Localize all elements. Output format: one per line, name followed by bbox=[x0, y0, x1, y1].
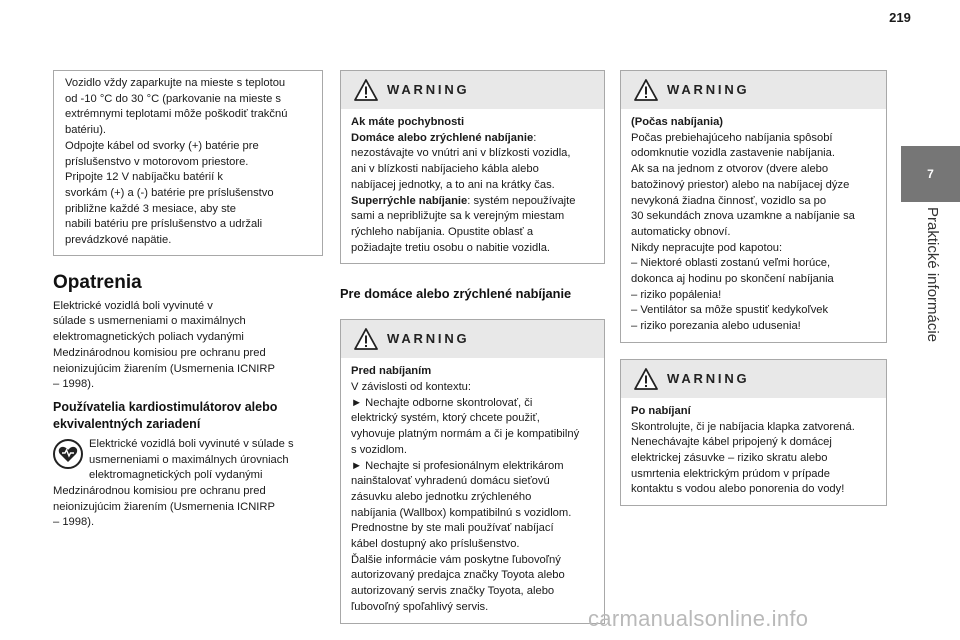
warning-line bbox=[631, 272, 878, 288]
warning-line-text: odomknutie vozidla zastavenie nabíjania. bbox=[631, 147, 835, 160]
pacemaker-note bbox=[53, 437, 323, 531]
text-line: Používatelia kardiostimulátorov alebo bbox=[53, 399, 278, 414]
warning-line bbox=[631, 194, 878, 210]
warning-line bbox=[351, 600, 596, 616]
storage-note-text bbox=[65, 76, 314, 249]
watermark: carmanualsonline.info bbox=[588, 606, 809, 631]
warning-line bbox=[351, 194, 596, 210]
text-line: usmerneniami o maximálnych úrovniach bbox=[89, 453, 289, 466]
warning-line-text: Počas prebiehajúceho nabíjania spôsobí bbox=[631, 131, 833, 144]
warning-header bbox=[621, 360, 886, 398]
warning-header bbox=[341, 320, 604, 358]
pacemaker-users-heading bbox=[53, 399, 323, 433]
warning-line bbox=[351, 396, 596, 412]
warning-triangle-icon bbox=[354, 328, 378, 350]
warning-line bbox=[351, 115, 596, 131]
warning-line-bold: Po nabíjaní bbox=[631, 404, 691, 417]
warning-line bbox=[631, 162, 878, 178]
warning-line-text: elektrický systém, ktorý chcete použiť, bbox=[351, 412, 540, 425]
warning-line bbox=[351, 162, 596, 178]
text-line: Elektrické vozidlá boli vyvinuté v súlade s bbox=[89, 437, 294, 450]
warning-line-text: – Ventilátor sa môže spustiť kedykoľvek bbox=[631, 304, 829, 317]
column-1 bbox=[53, 70, 323, 531]
warning-line-bold: Superrýchle nabíjanie bbox=[351, 194, 468, 207]
warning-line bbox=[351, 131, 596, 147]
warning-header bbox=[341, 71, 604, 109]
section-heading-precautions: Opatrenia bbox=[53, 271, 142, 293]
warning-triangle-icon bbox=[354, 79, 378, 101]
text-line: Medzinárodnou komisiou pre ochranu pred bbox=[53, 485, 266, 498]
chapter-title-text: Praktické informácie bbox=[924, 207, 941, 343]
warning-triangle-icon bbox=[634, 368, 658, 390]
warning-line-text: nabíjacej jednotky, a to ani na krátky čas. bbox=[351, 178, 555, 191]
chapter-title bbox=[901, 205, 960, 405]
warning-line bbox=[351, 459, 596, 475]
text-line: Elektrické vozidlá boli vyvinuté v bbox=[53, 299, 213, 312]
warning-line bbox=[631, 256, 878, 272]
warning-body bbox=[621, 398, 886, 505]
warning-line-text: rýchleho nabíjania. Opustite oblasť a bbox=[351, 225, 534, 238]
warning-line bbox=[351, 427, 596, 443]
warning-line-text: zásuvku alebo jednotku zrýchleného bbox=[351, 490, 532, 503]
text-line: nabili batériu pre príslušenstvo a udržali bbox=[65, 218, 263, 231]
warning-line bbox=[631, 115, 878, 131]
text-line: približne každé 3 mesiace, aby ste bbox=[65, 202, 237, 215]
text-line: Pripojte 12 V nabíjačku batérií k bbox=[65, 171, 223, 184]
chapter-tab[interactable] bbox=[901, 146, 960, 202]
warning-triangle-icon bbox=[634, 79, 658, 101]
warning-line bbox=[351, 553, 596, 569]
warning-title: WARNING bbox=[387, 331, 470, 347]
pacemaker-note-text bbox=[53, 437, 323, 531]
warning-line-text: s vozidlom. bbox=[351, 443, 407, 456]
warning-line-text: – riziko porezania alebo udusenia! bbox=[631, 320, 801, 333]
warning-line bbox=[351, 568, 596, 584]
warning-line bbox=[631, 241, 878, 257]
warning-box-doubt bbox=[340, 70, 605, 264]
warning-line-text: kábel dostupný ako príslušenstvo. bbox=[351, 538, 520, 551]
warning-body bbox=[621, 109, 886, 342]
warning-line-text: usmrtenia elektrickým prúdom v prípade bbox=[631, 467, 830, 480]
text-line: extrémnymi teplotami môže poškodiť trakčnú bbox=[65, 108, 288, 121]
warning-line bbox=[351, 474, 596, 490]
warning-line bbox=[351, 584, 596, 600]
text-line: – 1998). bbox=[53, 378, 95, 391]
warning-box-before-charging bbox=[340, 319, 605, 623]
warning-line-text: ► Nechajte si profesionálnym elektrikárom bbox=[351, 459, 564, 472]
warning-line-text: – Niektoré oblasti zostanú veľmi horúce, bbox=[631, 257, 831, 270]
warning-line bbox=[351, 225, 596, 241]
warning-line-text: – riziko popálenia! bbox=[631, 288, 722, 301]
text-line: neionizujúcim žiarením (Usmernenia ICNIRP bbox=[53, 500, 275, 513]
text-line: neionizujúcim žiarením (Usmernenia ICNIRP bbox=[53, 362, 275, 375]
text-line: od -10 °C do 30 °C (parkovanie na mieste s bbox=[65, 92, 282, 105]
warning-line-text: Ďalšie informácie vám poskytne ľubovoľný bbox=[351, 553, 561, 566]
warning-line bbox=[631, 319, 878, 335]
warning-body bbox=[341, 358, 604, 622]
text-line: svorkám (+) a (-) batérie pre príslušenstvo bbox=[65, 186, 274, 199]
warning-line bbox=[351, 178, 596, 194]
warning-line-bold: (Počas nabíjania) bbox=[631, 116, 724, 128]
warning-line-text: batožinový priestor) alebo na nabíjacej dýze bbox=[631, 178, 850, 191]
warning-line-text: ľubovoľný spoľahlivý servis. bbox=[351, 600, 489, 613]
warning-line-text: elektrickej zásuvke – riziko skratu alebo bbox=[631, 451, 828, 464]
warning-line-text: Prednostne by ste mali používať nabíjací bbox=[351, 522, 554, 535]
warning-line bbox=[631, 225, 878, 241]
warning-line bbox=[351, 364, 596, 380]
chapter-tab-number: 7 bbox=[927, 167, 934, 181]
column-3 bbox=[620, 70, 887, 506]
warning-line-text: požiadajte tretiu osobu o nabitie vozidla. bbox=[351, 241, 551, 254]
warning-line-text: Nikdy nepracujte pod kapotou: bbox=[631, 241, 783, 254]
warning-line bbox=[631, 146, 878, 162]
warning-line-bold: Pred nabíjaním bbox=[351, 365, 432, 378]
warning-line-text: 30 sekundách znova uzamkne a nabíjanie sa bbox=[631, 210, 855, 223]
warning-line bbox=[631, 451, 878, 467]
warning-line bbox=[631, 467, 878, 483]
warning-line bbox=[351, 380, 596, 396]
warning-line bbox=[351, 209, 596, 225]
warning-line-bold: Domáce alebo zrýchlené nabíjanie bbox=[351, 131, 534, 144]
text-line: Vozidlo vždy zaparkujte na mieste s teplotou bbox=[65, 77, 286, 89]
precautions-paragraph bbox=[53, 299, 323, 393]
warning-box-after-charging bbox=[620, 359, 887, 506]
text-line: ekvivalentných zariadení bbox=[53, 416, 201, 431]
warning-title: WARNING bbox=[667, 370, 750, 386]
warning-line-text: dokonca aj hodinu po skončení nabíjania bbox=[631, 273, 834, 286]
pacemaker-heart-icon bbox=[53, 439, 83, 469]
page-number: 219 bbox=[889, 10, 911, 25]
warning-line bbox=[631, 288, 878, 304]
warning-line-text: Ak sa na jednom z otvorov (dvere alebo bbox=[631, 163, 829, 176]
warning-line-text: autorizovaný predajca značky Toyota alebo bbox=[351, 569, 565, 582]
warning-line-text: autorizovaný servis značky Toyota, alebo bbox=[351, 585, 555, 598]
text-line: – 1998). bbox=[53, 516, 95, 529]
warning-line-text: kontaktu s vodou alebo ponorenia do vody! bbox=[631, 483, 845, 496]
warning-line-text: nevykoná žiadna činnosť, vozidlo sa po bbox=[631, 194, 827, 207]
storage-note-box bbox=[53, 70, 323, 256]
warning-line bbox=[351, 411, 596, 427]
text-line: Medzinárodnou komisiou pre ochranu pred bbox=[53, 346, 266, 359]
warning-line bbox=[351, 241, 596, 257]
warning-line bbox=[351, 521, 596, 537]
warning-body bbox=[341, 109, 604, 263]
section-heading-home-charging: Pre domáce alebo zrýchlené nabíjanie bbox=[340, 286, 572, 302]
warning-line-text: vyhovuje platným normám a či je kompatibilný bbox=[351, 428, 580, 441]
warning-box-during-charging bbox=[620, 70, 887, 343]
warning-line bbox=[351, 490, 596, 506]
text-line: príslušenstvo v motorovom priestore. bbox=[65, 155, 249, 168]
warning-line bbox=[351, 537, 596, 553]
warning-line bbox=[631, 420, 878, 436]
warning-title: WARNING bbox=[387, 82, 470, 98]
text-line: elektromagnetických poliach vydanými bbox=[53, 331, 244, 344]
column-2 bbox=[340, 70, 605, 624]
warning-header bbox=[621, 71, 886, 109]
warning-line bbox=[351, 146, 596, 162]
warning-line bbox=[351, 443, 596, 459]
warning-line-text: nainštalovať vyhradenú domácu sieťovú bbox=[351, 475, 550, 488]
text-line: batériu). bbox=[65, 124, 107, 137]
warning-line-text: nabíjania (Wallbox) kompatibilnú s vozidlom. bbox=[351, 506, 572, 519]
warning-line-text: nezostávajte vo vnútri ani v blízkosti vozidla, bbox=[351, 147, 571, 160]
warning-line-text: : bbox=[533, 131, 537, 144]
text-line: Odpojte kábel od svorky (+) batérie pre bbox=[65, 139, 259, 152]
warning-line-text: : systém nepoužívajte bbox=[467, 194, 576, 207]
warning-line bbox=[631, 303, 878, 319]
warning-line bbox=[631, 435, 878, 451]
warning-line bbox=[631, 131, 878, 147]
warning-line-text: Nenechávajte kábel pripojený k domácej bbox=[631, 436, 832, 449]
warning-line-text: sami a nepribližujte sa k verejným miestam bbox=[351, 210, 565, 223]
warning-line bbox=[631, 404, 878, 420]
warning-line bbox=[351, 506, 596, 522]
warning-line-text: Skontrolujte, či je nabíjacia klapka zatvorená. bbox=[631, 420, 855, 433]
warning-line bbox=[631, 209, 878, 225]
warning-line-bold: Ak máte pochybnosti bbox=[351, 116, 465, 128]
warning-line-text: ► Nechajte odborne skontrolovať, či bbox=[351, 396, 533, 409]
text-line: prevádzkové napätie. bbox=[65, 234, 172, 247]
text-line: elektromagnetických polí vydanými bbox=[89, 469, 263, 482]
warning-title: WARNING bbox=[667, 82, 750, 98]
warning-line bbox=[631, 178, 878, 194]
warning-line-text: ani v blízkosti nabíjacieho kábla alebo bbox=[351, 163, 539, 176]
warning-line-text: V závislosti od kontextu: bbox=[351, 381, 472, 394]
warning-line-text: automaticky obnoví. bbox=[631, 225, 731, 238]
text-line: súlade s usmerneniami o maximálnych bbox=[53, 315, 246, 328]
warning-line bbox=[631, 482, 878, 498]
